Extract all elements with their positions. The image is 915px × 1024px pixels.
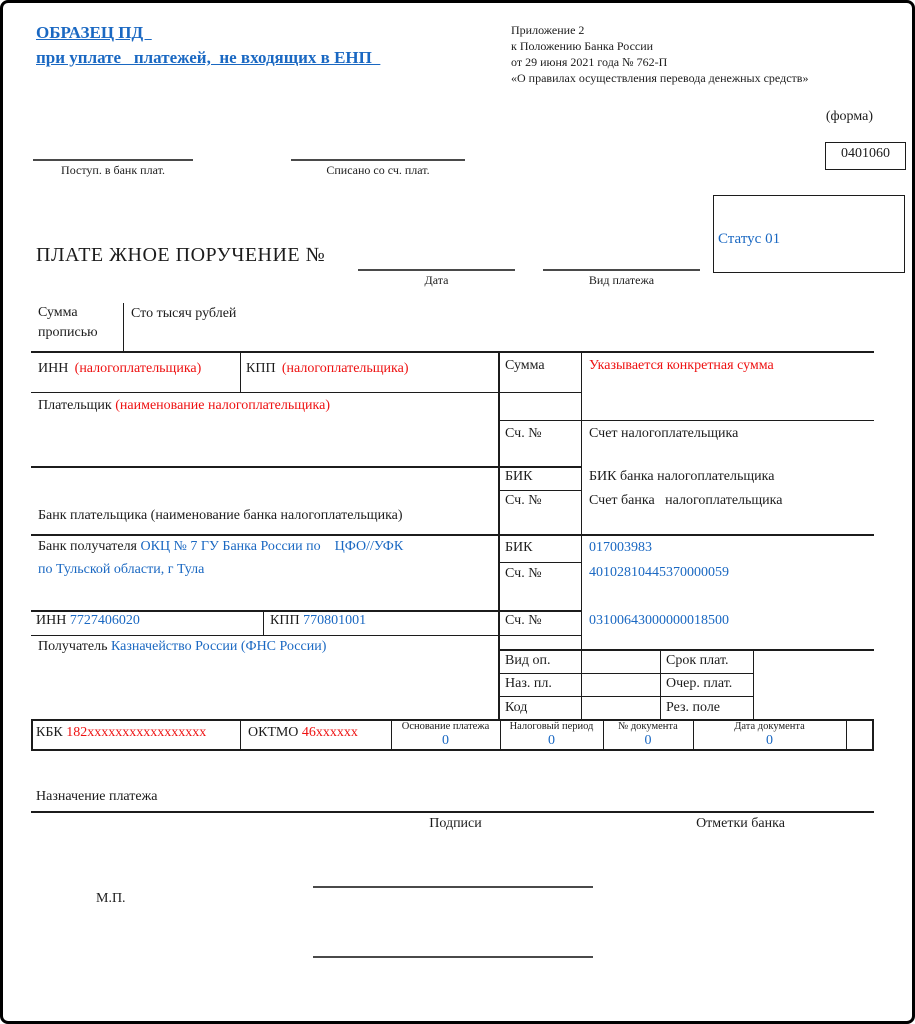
payer-kpp-label: КПП [246,361,276,376]
recipient-bank-bik-value: 017003983 [589,540,652,555]
kbk-value: 182xxxxxxxxxxxxxxxxx [66,725,207,740]
recipient-name-value: Казначейство России (ФНС России) [111,639,327,654]
divider-line [240,719,241,749]
appendix-line1: Приложение 2 [511,23,585,37]
recipient-name-field [38,639,326,656]
vid-op-label: Вид оп. [505,653,551,668]
kod-label: Код [505,700,528,715]
received-label: Поступ. в банк плат. [61,163,165,177]
payment-type-underline [543,269,700,271]
recipient-bank-name-line2: по Тульской области, г Тула [38,562,205,577]
divider-line [31,351,874,353]
bank-marks-label: Отметки банка [696,816,785,831]
recipient-bank-bik-label: БИК [505,540,533,555]
kbk-field [36,725,206,742]
status-value: Статус 01 [718,231,781,247]
payer-name-label: Плательщик [38,398,112,413]
divider-line [123,303,124,351]
form-code: 0401060 [841,146,890,161]
srok-plat-label: Срок плат. [666,653,729,668]
recipient-bank-label: Банк получателя [38,539,137,554]
basis-label: Основание платежа [401,721,490,732]
divider-line [498,351,500,719]
debited-label: Списано со сч. плат. [326,163,430,177]
amount-label: Сумма [505,358,545,373]
divider-line [33,159,193,161]
recipient-account-label: Сч. № [505,613,542,628]
divider-line [498,649,874,651]
doc-date-value: 0 [766,733,773,748]
stamp-label: М.П. [96,891,126,906]
payer-bank-bik-placeholder: БИК банка налогоплательщика [589,469,775,484]
amount-words-value: Сто тысяч рублей [131,306,237,321]
sample-title-line1: ОБРАЗЕЦ ПД [36,23,152,42]
divider-line [291,159,465,161]
sample-title-line2: при уплате платежей, не входящих в ЕНП [36,48,381,67]
oktmo-field [248,725,358,742]
recipient-bank-account-value: 40102810445370000059 [589,565,729,580]
recipient-kpp-value: 770801001 [303,613,367,628]
kbk-label: КБК [36,725,63,740]
divider-line [660,649,661,719]
payer-bank-label: Банк плательщика (наименование банка налогоплательщика) [38,508,403,523]
recipient-account-value: 03100643000000018500 [589,613,729,628]
divider-line [498,673,753,674]
payer-inn-field [38,361,201,378]
document-title: ПЛАТЕ ЖНОЕ ПОРУЧЕНИЕ № [36,244,326,266]
payer-bank-account-placeholder: Счет банка налогоплательщика [589,493,783,508]
ocher-plat-label: Очер. плат. [666,676,733,691]
date-label: Дата [424,273,449,287]
payer-name-field [38,398,330,415]
forma-label: (форма) [825,109,873,124]
recipient-inn-value: 7727406020 [69,613,140,628]
divider-line [31,811,874,813]
divider-line [581,351,582,719]
signature-line [313,956,593,958]
divider-line [31,719,33,749]
period-value: 0 [548,733,555,748]
doc-number-label: № документа [618,721,678,732]
recipient-name-label: Получатель [38,639,108,654]
appendix-line2: к Положению Банка России [511,39,654,53]
divider-line [753,649,754,719]
payer-inn-placeholder: (налогоплательщика) [74,361,202,376]
period-label: Налоговый период [509,721,594,732]
divider-line [872,719,874,749]
basis-value: 0 [442,733,449,748]
divider-line [263,610,264,636]
divider-line [498,490,581,491]
recipient-kpp-field [270,613,366,630]
payer-account-placeholder: Счет налогоплательщика [589,426,739,441]
appendix-line4: «О правилах осуществления перевода денежных средств» [511,71,809,85]
signatures-label: Подписи [429,816,482,831]
oktmo-value: 46xxxxxx [301,725,358,740]
doc-number-value: 0 [644,733,652,748]
form-code-box [825,142,906,170]
divider-line [498,696,753,697]
naz-pl-label: Наз. пл. [505,676,552,691]
payer-kpp-placeholder: (налогоплательщика) [281,361,409,376]
divider-line [240,351,241,392]
payer-bank-account-label: Сч. № [505,493,542,508]
signature-line [313,886,593,888]
payer-account-label: Сч. № [505,426,542,441]
recipient-inn-field [36,613,140,630]
payer-inn-label: ИНН [38,361,69,376]
date-underline [358,269,515,271]
amount-placeholder: Указывается конкретная сумма [589,358,774,373]
payment-type-label: Вид платежа [588,273,655,287]
recipient-kpp-label: КПП [270,613,300,628]
purpose-label: Назначение платежа [36,789,158,804]
status-box [713,195,905,273]
divider-line [846,719,847,749]
payer-bank-bik-label: БИК [505,469,533,484]
divider-line [498,562,581,563]
payer-kpp-field [246,361,409,378]
amount-words-label-line2: прописью [38,325,98,340]
rez-pole-label: Рез. поле [666,700,721,715]
divider-line [31,534,874,536]
amount-words-label-line1: Сумма [38,305,78,320]
payer-name-placeholder: (наименование налогоплательщика) [115,398,330,413]
oktmo-label: ОКТМО [248,725,299,740]
doc-date-label: Дата документа [734,721,805,732]
recipient-inn-label: ИНН [36,613,67,628]
recipient-bank-account-label: Сч. № [505,566,542,581]
recipient-bank-name-line1: ОКЦ № 7 ГУ Банка России по ЦФО//УФК [140,539,404,554]
divider-line [498,420,874,421]
appendix-line3: от 29 июня 2021 года № 762-П [511,55,668,69]
recipient-bank-field [38,539,403,556]
